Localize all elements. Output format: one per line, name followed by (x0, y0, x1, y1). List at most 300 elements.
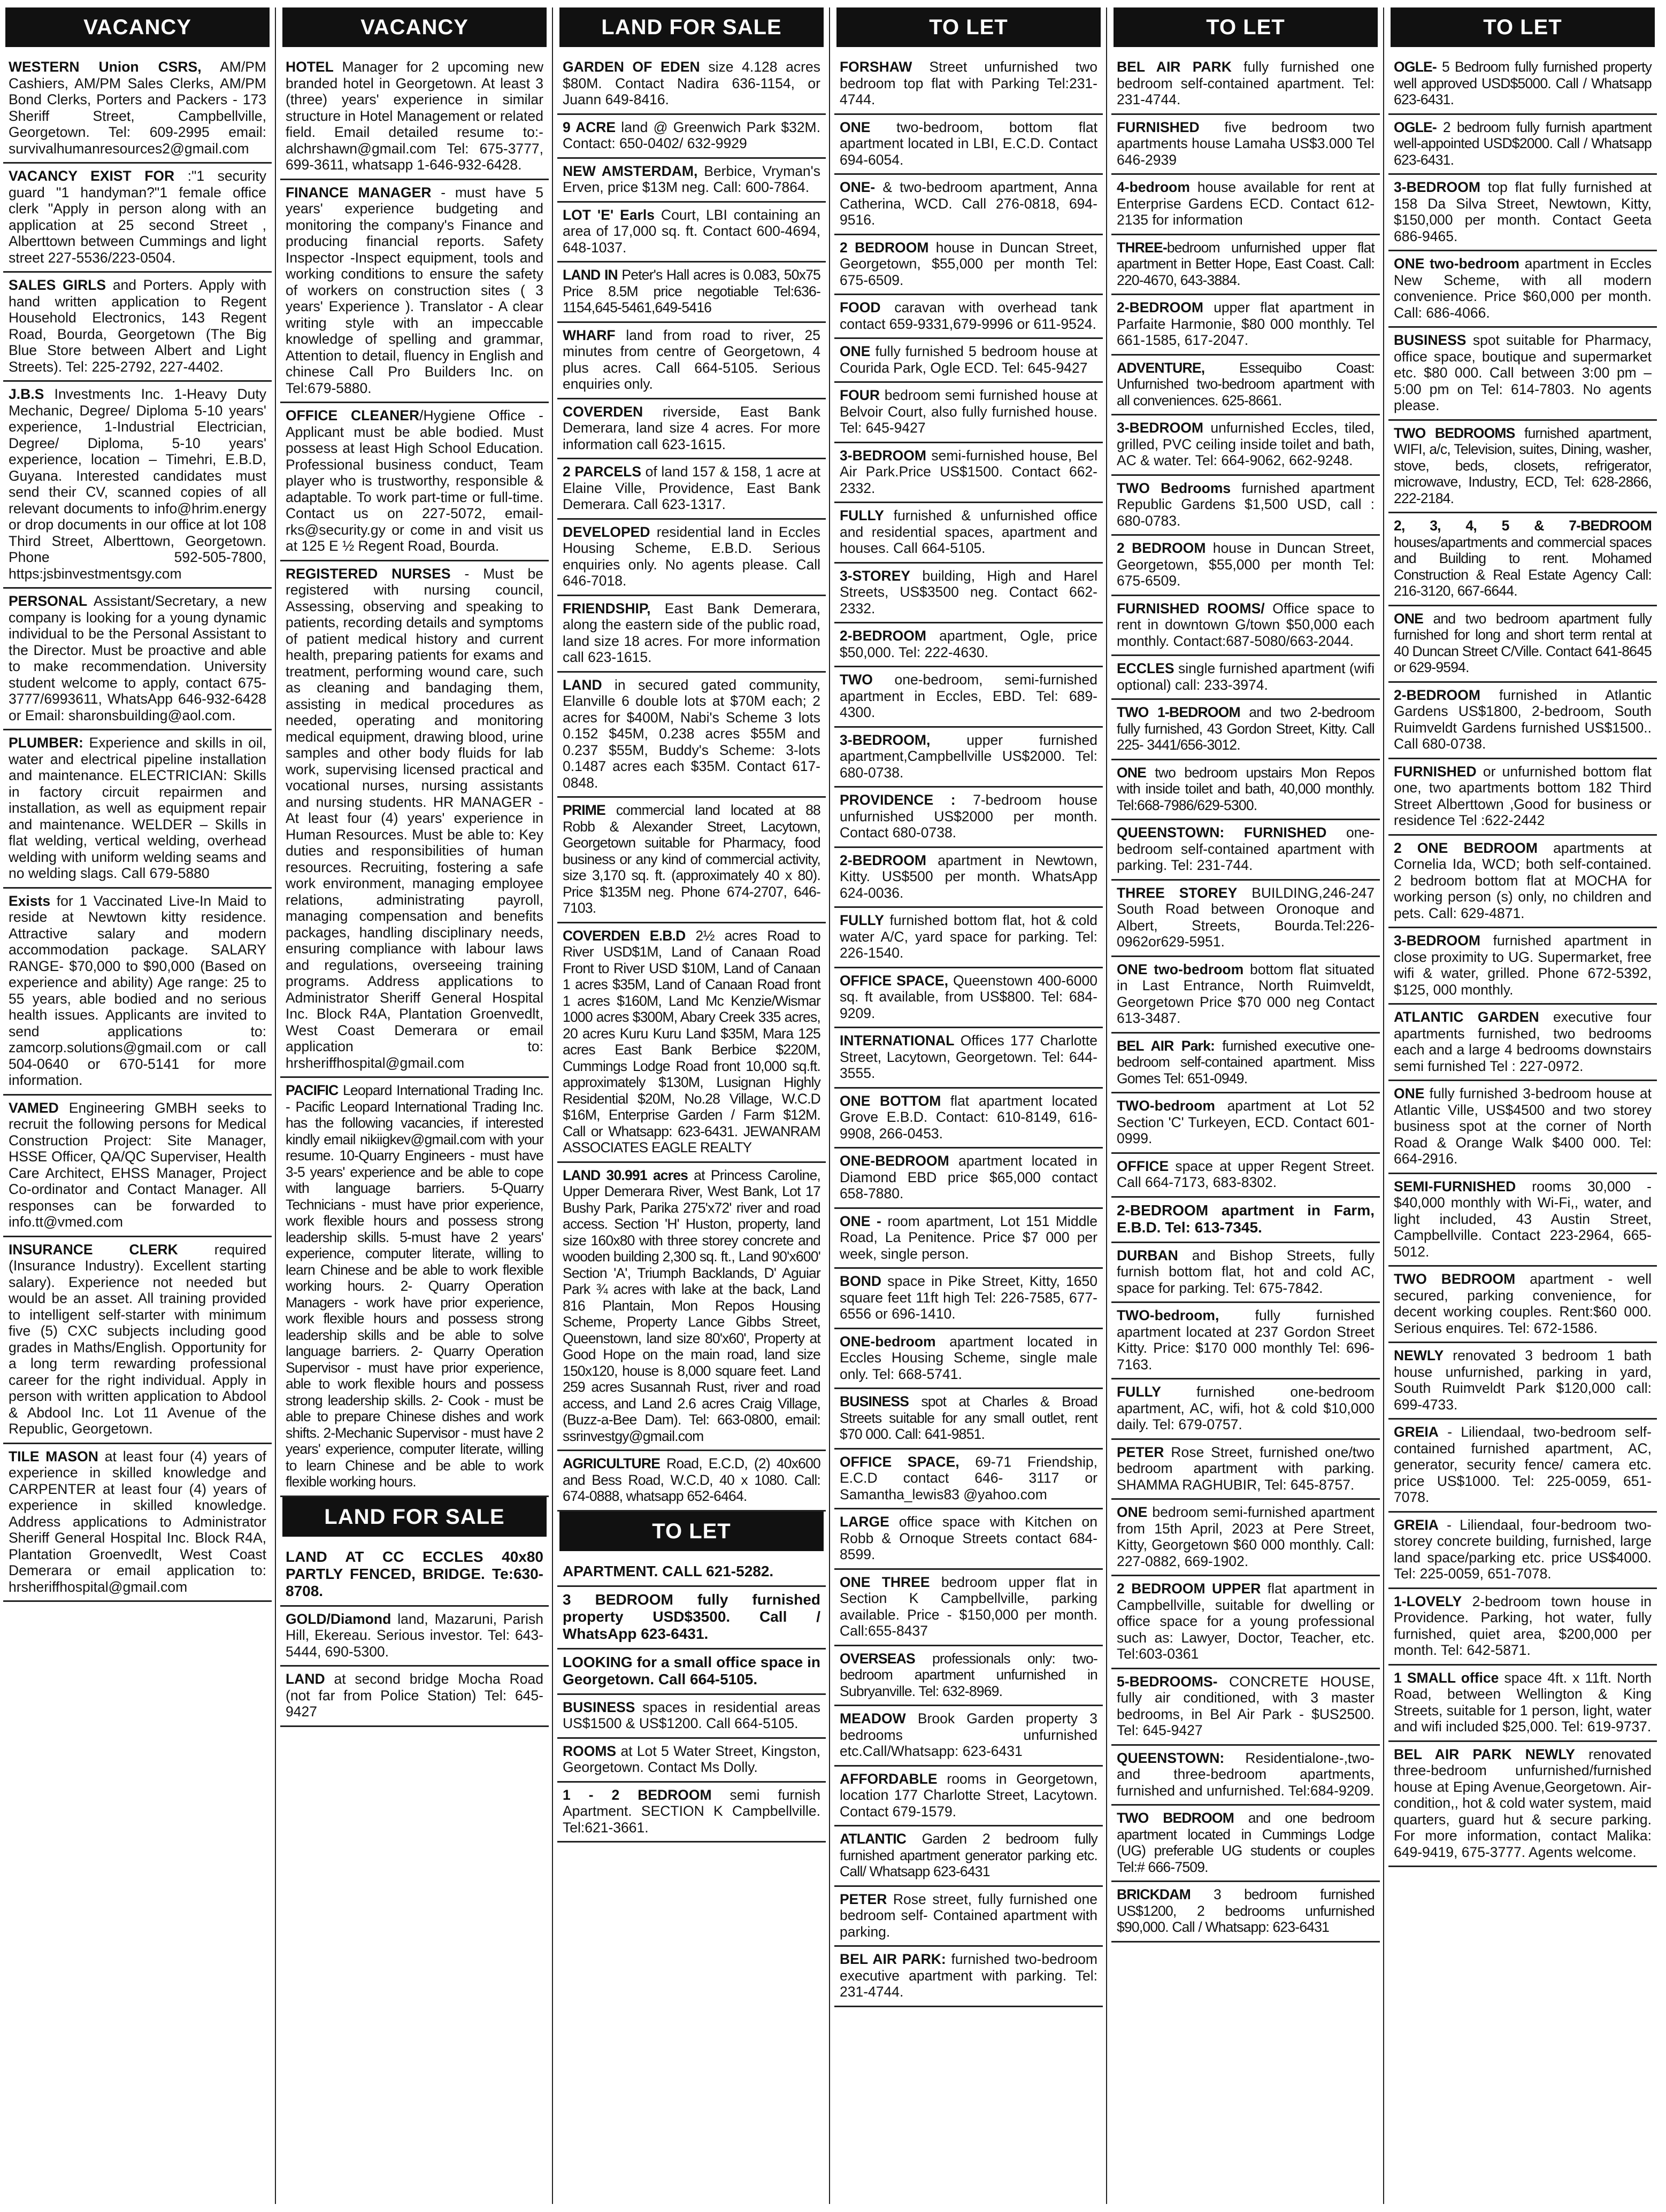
ad-body: fully furnished apartment located at 237 Gordon Street Kitty. Price: $170 000 monthly Tel: 696-7163. (1117, 1307, 1375, 1373)
column-rule (552, 7, 553, 2204)
classified-ad (280, 55, 549, 180)
ad-body: rooms in Georgetown, location 177 Charlotte Street, Lacytown. Contact 679-1579. (840, 1770, 1097, 1820)
ad-lead: 2 BEDROOM (1117, 540, 1206, 556)
column-rule (1383, 7, 1384, 2204)
classified-ad (1111, 1198, 1380, 1243)
classified-ad (1111, 295, 1380, 356)
ad-lead: PETER (1117, 1444, 1164, 1460)
ad-body: space in Pike Street, Kitty, 1650 square feet 11ft high Tel: 226-7585, 677-6556 or 696-1410. (840, 1273, 1097, 1322)
classified-ad (557, 1695, 826, 1739)
classified-ad (834, 339, 1103, 383)
ad-lead: ONE (1117, 1504, 1148, 1520)
ad-body: land @ Greenwich Park $32M. Contact: 650-0402/ 632-9929 (563, 119, 820, 151)
ad-lead: BOND (840, 1273, 882, 1289)
ad-lead: 2, 3, 4, 5 & 7-BEDROOM (1394, 518, 1652, 534)
ad-lead: QUEENSTOWN: FURNISHED (1117, 824, 1327, 841)
classified-ad (1388, 683, 1657, 759)
ad-body: land, Mazaruni, Parish Hill, Ekereau. Serious investor. Tel: 643-5444, 690-5300. (286, 1610, 543, 1660)
classified-ad (834, 1450, 1103, 1510)
ad-body: top flat fully furnished at 158 Da Silva Street, Newtown, Kitty, $150,000 per month. Contact Geeta 686-9465. (1394, 179, 1652, 244)
ad-body: - must have 5 years' experience budgeting and monitoring the company's Finance and producing financial reports. Safety Inspector -Inspect equipment, tools and working conditions to ensure the safety of workers on construction sites ( 3 years' Experience ). Translator - A clear writing style with an impeccable knowledge of spelling and grammar, Attention to detail, fluency in English and chinese Call Pro Builders Inc. on Tel:679-5880. (286, 184, 543, 396)
classified-ad (3, 1444, 272, 1602)
ad-lead: 2 BEDROOM UPPER (1117, 1581, 1261, 1597)
ad-lead: FINANCE MANAGER (286, 184, 432, 201)
ad-body: in secured gated community, Elanville 6 double lots at $70M each; 2 acres for $400M, Nabi's Scheme 3 lots 0.152 $45M, 0.238 acres $55M and 0.237 $55M, Buddy's Scheme: 3-lots 0.1487 acres each $35M. Contact 617-0848. (563, 676, 820, 791)
ad-lead: THREE- (1117, 239, 1167, 256)
ad-lead: 2 PARCELS (563, 464, 642, 480)
classified-ad (834, 443, 1103, 504)
ad-body: furnished apartment, WIFI, a/c, Television, suites, Dining, washer, stove, beds, closets, refrigerator, microwave, Industry, ECD, Tel: 628-2866, 222-2184. (1394, 425, 1652, 506)
classified-ad (1388, 513, 1657, 606)
ad-body: at Princess Caroline, Upper Demerara River, West Bank, Lot 17 Bushy Park, Parika 275'x72' river and road access. Section 'H' Huston, property, land size 160x80 with three storey concrete and wooden building 2,300 sq. ft., Land 90'x600' Section 'A', Triumph Backlands, D' Aguiar Park ¾ acres with lake at the back, Land 816 Plantain, Mon Repos Housing Scheme, Property Lance Gibbs Street, Queenstown, land size 80'x60', Property at Good Hope on the main road, land size 150x120, house is 8,000 square feet. Land 259 acres Susannah Rust, river and road access, and Land 2.6 acres Craig Village, (Buzz-a-Bee Dam). Tel: 663-0800, email: ssrinvestgy@gmail.com (563, 1167, 820, 1444)
ad-lead: FURNISHED ROOMS/ (1117, 600, 1265, 616)
ad-body: Residentialone-,two-and three-bedroom apartments, furnished and unfurnished. Tel:684-9209. (1117, 1749, 1375, 1799)
classified-ad (1388, 1420, 1657, 1513)
ad-lead: 3-BEDROOM (1394, 179, 1480, 195)
column-rule (275, 7, 276, 2204)
ad-lead: TWO (840, 672, 873, 688)
section-header: TO LET (1391, 7, 1655, 47)
ad-body: and two 2-bedroom fully furnished, 43 Gordon Street, Kitty. Call 225- 3441/656-3012. (1117, 704, 1375, 753)
classified-ad (1111, 356, 1380, 416)
ad-body: and one bedroom apartment located in Cummings Lodge (UG) preferable UG students or couples Tel:# 666-7509. (1117, 1810, 1375, 1875)
ad-lead: DEVELOPED (563, 523, 650, 540)
ad-body: office space with Kitchen on Robb & Ornoque Streets contact 684-8599. (840, 1514, 1097, 1562)
column-rule (829, 7, 830, 2204)
classified-ad (557, 159, 826, 203)
classified-ad (1388, 1742, 1657, 1868)
ad-lead: ONE-BEDROOM (840, 1153, 949, 1169)
classified-ad (1388, 55, 1657, 115)
ad-body: single furnished apartment (wifi optional) call: 233-3974. (1117, 660, 1375, 693)
ad-lead: QUEENSTOWN: (1117, 1749, 1225, 1766)
ad-lead: TWO-bedroom (1117, 1098, 1215, 1114)
ad-body: apartment located in Diamond EBD price $65,000 contact 658-7880. (840, 1153, 1097, 1201)
ad-body: one-bedroom self-contained apartment with parking. Tel: 231-744. (1117, 824, 1375, 873)
ad-lead: 4-bedroom (1117, 179, 1190, 195)
ad-lead: PROVIDENCE : (840, 792, 956, 808)
ad-body: fully furnished 3-bedroom house at Atlantic Ville, US$4500 and two storey business spot at the corner of North Road & Orange Walk $400 000. Tel: 664-2916. (1394, 1085, 1652, 1167)
classified-ad (1111, 656, 1380, 700)
classified-ad (557, 596, 826, 673)
ad-body: apartment located in Eccles Housing Scheme, single male only. Tel: 668-5741. (840, 1333, 1097, 1382)
classified-ad (834, 175, 1103, 235)
ad-body: AM/PM Cashiers, AM/PM Sales Clerks, AM/PM Bond Clerks, Porters and Packers - 173 Sheriff Street, Campbellville, Georgetown. Tel: 609-2995 email: survivalhumanresources2@gmail.com (9, 59, 266, 157)
ad-body: in Farm, E.B.D. Tel: 613-7345. (1117, 1201, 1375, 1236)
classified-ad (834, 623, 1103, 667)
classified-ad (834, 115, 1103, 175)
section-header: LAND FOR SALE (559, 7, 824, 47)
classified-ad (1388, 328, 1657, 421)
classified-ad (1388, 1666, 1657, 1742)
ad-lead: PRIME (563, 802, 605, 818)
column-to-let-1 (834, 7, 1103, 2204)
ad-body: land from road to river, 25 minutes from centre of Georgetown, 4 plus acres. Call 664-5105. Serious enquiries only. (563, 327, 820, 392)
classified-ad (557, 1650, 826, 1695)
classified-ad (280, 1667, 549, 1727)
ad-body: 3 bedroom furnished US$1200, 2 bedrooms unfurnished $90,000. Call / Whatsapp: 623-6431 (1117, 1886, 1375, 1935)
classified-ad (1388, 1267, 1657, 1343)
classified-ad (1388, 175, 1657, 251)
ad-lead: ONE two-bedroom (1117, 961, 1244, 977)
classified-ad (3, 1237, 272, 1444)
classified-ad (1388, 1589, 1657, 1666)
ad-body: :"1 security guard "1 handyman?"1 female office clerk "Apply in person along with an application at 25 second Street , Alberttown between Cummings and light street 227-5536/223-0504. (9, 168, 266, 266)
ad-body: bedroom semi-furnished apartment from 15th April, 2023 at Pere Street, Kitty, Georgetown $60 000 monthly. Call: 227-0882, 669-1902. (1117, 1504, 1375, 1569)
ad-lead: J.B.S (9, 386, 44, 402)
classified-ad (280, 180, 549, 404)
ad-lead: FOUR (840, 387, 880, 403)
ad-lead: BEL AIR Park: (1117, 1037, 1215, 1054)
classified-ad (280, 561, 549, 1078)
classified-ad (557, 1163, 826, 1452)
classified-ad (1388, 1513, 1657, 1589)
ad-lead: ONE BOTTOM (840, 1092, 941, 1109)
classified-ad (557, 1587, 826, 1650)
ad-body: at second bridge Mocha Road (not far from Police Station) Tel: 645-9427 (286, 1671, 543, 1720)
ad-body: fully furnished one bedroom self-contained apartment. Tel: 231-4744. (1117, 59, 1375, 107)
ad-body: furnished bottom flat, hot & cold water A/C, yard space for parking. Tel: 226-1540. (840, 912, 1097, 961)
classified-ad (557, 263, 826, 323)
classified-ad (557, 798, 826, 923)
ad-lead: Exists (9, 892, 51, 909)
classified-ad (834, 1509, 1103, 1570)
classified-ad (557, 1559, 826, 1587)
ad-body: 40x80 PARTLY FENCED, BRIDGE. Te:630-8708. (286, 1548, 544, 1599)
classified-ad (834, 235, 1103, 296)
column-vacancy-2 (280, 7, 549, 2204)
classified-ad (834, 1767, 1103, 1827)
ad-body: furnished apartment in close proximity to UG. Supermarket, free wifi & water, grilled. Phone 672-5392, $125, 000 monthly. (1394, 932, 1652, 998)
classified-ad (557, 1451, 826, 1512)
ad-lead: FOOD (840, 299, 881, 315)
classified-ad (1111, 1500, 1380, 1576)
ad-body: or unfurnished bottom flat one, two apartments bottom 182 Third Street Alberttown ,Good for business or residence Tel :622-2442 (1394, 763, 1652, 828)
ad-body: of land 157 & 158, 1 acre at Elaine Ville, Providence, East Bank Demerara. Call 623-1317. (563, 464, 820, 512)
ad-body: Office space to rent in downtown G/town $50,000 each monthly. Contact:687-5080/663-2044. (1117, 600, 1375, 649)
ad-body: Assistant/Secretary, a new company is looking for a young dynamic individual to be the Personal Assistant to the Director. Must be proactive and able to make recommendation. University student welcome to apply, contact 675-3777/6993611, WhatsApp 646-932-6428 or Email: sharonsbuilding@aol.com. (9, 593, 266, 723)
classified-ad (834, 1209, 1103, 1269)
section-header: TO LET (836, 7, 1101, 47)
classified-ad (834, 295, 1103, 339)
ad-body: and Porters. Apply with hand written application to Regent Household Electronics, 143 Regent Road, Bourda, Georgetown (The Big Blue Store between Albert and Light Streets). Tel: 225-2792, 227-4402. (9, 277, 266, 375)
section-header: LAND FOR SALE (282, 1497, 547, 1537)
ad-body: Garden 2 bedroom fully furnished apartment generator parking etc. Call/ Whatsapp 623-6431 (840, 1831, 1097, 1879)
classified-ad (1111, 415, 1380, 476)
ad-body: houses/apartments and commercial spaces and Building to rent. Mohamed Construction & Real Estate Agency Call: 216-3120, 667-6644. (1394, 534, 1652, 599)
ad-lead: GOLD/Diamond (286, 1610, 391, 1627)
ad-lead: FULLY (840, 912, 884, 928)
classified-ad (834, 383, 1103, 443)
ad-lead: FORSHAW (840, 59, 912, 75)
ad-body: apartment in Eccles New Scheme, with all modern convenience. Price $60,000 per month. Call: 686-4066. (1394, 256, 1652, 321)
ad-body: Road, E.C.D, (2) 40x600 and Bess Road, W.C.D, 40 x 1080. Call: 674-0888, whatsapp 652-6464. (563, 1455, 820, 1504)
ad-lead: THREE STOREY (1117, 884, 1238, 901)
classified-ad (1388, 115, 1657, 175)
classified-ad (1111, 760, 1380, 821)
ad-body: at Lot 5 Water Street, Kingston, Georgetown. Contact Ms Dolly. (563, 1743, 820, 1775)
classified-ad (834, 728, 1103, 788)
ad-lead: VACANCY EXIST FOR (9, 168, 175, 184)
classified-ad (3, 55, 272, 164)
ad-body: building, High and Harel Streets, US$3500 neg. Contact 662-2332. (840, 567, 1097, 616)
ad-lead: SALES GIRLS (9, 277, 106, 293)
ad-lead: PLUMBER: (9, 735, 83, 751)
ad-body: 5 Bedroom fully furnished property well approved USD$5000. Call / Whatsapp 623-6431. (1394, 59, 1652, 107)
ad-lead: FULLY (840, 507, 884, 523)
ad-lead: BEL AIR PARK (1117, 59, 1232, 75)
ad-body: bedroom unfurnished upper flat apartment in Better Hope, East Coast. Call: 220-4670, 643-3884. (1117, 239, 1375, 288)
ad-body: furnished executive one-bedroom self-contained apartment. Miss Gomes Tel: 651-0949. (1117, 1037, 1375, 1086)
ad-body: spot suitable for Pharmacy, office space, boutique and supermarket etc. $80 000. Call between 3:00 pm – 5:00 pm on Tel: 614-7803. No agents please. (1394, 332, 1652, 413)
ad-body: one-bedroom, semi-furnished apartment in Eccles, EBD. Tel: 689-4300. (840, 672, 1097, 720)
ad-body: Engineering GMBH seeks to recruit the following persons for Medical Construction Project: Site Manager, HSSE Officer, QA/QC Superviser, Health Care Architect, EHSS Manager, Project Co-ordinator and Contact Manager. All responses can be forwarded to info.tt@vmed.com (9, 1099, 266, 1230)
ad-lead: TWO BEDROOM (1394, 1271, 1516, 1287)
classified-ad (1111, 1440, 1380, 1500)
ad-body: unfurnished Eccles, tiled, grilled, PVC ceiling inside toilet and bath, AC & water. Tel: 664-9062, 662-9248. (1117, 420, 1375, 468)
ad-lead: ONE two-bedroom (1394, 256, 1519, 272)
ad-body: East Bank Demerara, along the eastern side of the public road, land size 18 acres. For more information call 623-1615. (563, 600, 820, 665)
ad-lead: 3-BEDROOM (1117, 420, 1203, 436)
ad-lead: PACIFIC (286, 1082, 339, 1098)
ad-lead: LAND AT CC ECCLES (286, 1548, 483, 1565)
ad-body: Essequibo Coast: Unfurnished two-bedroom apartment with all conveniences. 625-8661. (1117, 359, 1375, 409)
ad-body: 2 bedroom fully furnish apartment well-appointed USD$2000. Call / Whatsapp 623-6431. (1394, 119, 1652, 168)
ad-lead: GARDEN OF EDEN (563, 59, 700, 75)
classified-ad (1111, 1576, 1380, 1669)
ad-lead: ONE (840, 119, 871, 135)
ad-lead: VAMED (9, 1099, 59, 1116)
ad-body: required (Insurance Industry). Excellent starting salary). Experience not needed but would be an asset. All training provided to intelligent self-starter with minimum five (5) CXC subjects including good grades in Maths/English. Opportunity for a long term rewarding professional career for the right individual. Apply in person with written application to Abdool & Abdool Inc. Lot 11 Avenue of the Republic, Georgetown. (9, 1241, 266, 1437)
section-header: VACANCY (282, 7, 547, 47)
ad-lead: SEMI-FURNISHED (1394, 1178, 1516, 1194)
ad-lead: 5-BEDROOMS- (1117, 1673, 1218, 1690)
classified-ad (1111, 1303, 1380, 1379)
ad-body: and two bedroom apartment fully furnished for long and short term rental at 40 Duncan Street C/Ville. Contact 641-8645 or 629-9594. (1394, 610, 1652, 675)
ad-body: commercial land located at 88 Robb & Alexander Street, Lacytown, Georgetown suitable for Pharmacy, food business or any kind of commercial activity, size 3,170 sq. ft. (approximately 40 x 80). Price $135M neg. Phone 674-2707, 646-7103. (563, 802, 820, 916)
classified-ad (280, 1607, 549, 1667)
ad-lead: 3 BEDROOM (563, 1591, 673, 1608)
ad-body: residential land in Eccles Housing Scheme, E.B.D. Serious enquiries only. No agents please. Call 646-7018. (563, 523, 820, 589)
classified-ad (1111, 1882, 1380, 1943)
column-to-let-2 (1111, 7, 1380, 2204)
column-rule (1106, 7, 1107, 2204)
column-to-let-3 (1388, 7, 1657, 2204)
ad-lead: BUSINESS (840, 1393, 909, 1409)
ad-lead: LAND (563, 676, 602, 693)
classified-ad (834, 1269, 1103, 1329)
ad-body: two-bedroom, bottom flat apartment located in LBI, E.C.D. Contact 694-6054. (840, 119, 1097, 168)
classified-ad (1388, 836, 1657, 929)
ad-lead: ECCLES (1117, 660, 1174, 676)
ad-body: apartments at Cornelia Ida, WCD; both self-contained. 2 bedroom bottom flat at MOCHA for working person (s) only, no children and pets. Call: 629-4871. (1394, 839, 1652, 921)
ad-body: and Bishop Streets, fully furnish bottom flat, hot and cold AC, space for parking. Tel: 675-7842. (1117, 1247, 1375, 1296)
classified-ad (3, 382, 272, 589)
ad-lead: BRICKDAM (1117, 1886, 1191, 1902)
ad-lead: NEWLY (1394, 1347, 1444, 1363)
ad-lead: REGISTERED NURSES (286, 565, 451, 582)
classified-ad (280, 1544, 549, 1607)
ad-lead: WHARF (563, 327, 616, 343)
ad-body: CALL 621-5282. (658, 1562, 774, 1579)
ad-lead: FURNISHED (1117, 119, 1200, 135)
ad-body: two bedroom upstairs Mon Repos with inside toilet and bath, 40,000 monthly. Tel:668-7986/629-5300. (1117, 764, 1375, 813)
classified-ad (834, 503, 1103, 564)
classified-ad (557, 673, 826, 798)
classified-ad (1111, 700, 1380, 760)
ad-lead: ONE (1117, 764, 1147, 781)
ad-body: caravan with overhead tank contact 659-9331,679-9996 or 611-9524. (840, 299, 1097, 332)
ad-body: upper flat apartment in Parfaite Harmonie, $80 000 monthly. Tel 661-1585, 617-2047. (1117, 299, 1375, 348)
ad-body: fully furnished property USD$3500. Call / WhatsApp 623-6431. (563, 1591, 820, 1642)
ad-lead: ROOMS (563, 1743, 617, 1759)
ad-body: fully furnished 5 bedroom house at Courida Park, Ogle ECD. Tel: 645-9427 (840, 343, 1097, 376)
classified-ad (834, 1887, 1103, 1947)
ad-lead: GREIA (1394, 1516, 1439, 1533)
ad-lead: LARGE (840, 1514, 889, 1530)
ad-lead: BUSINESS (1394, 332, 1467, 348)
ad-lead: APARTMENT. (563, 1562, 658, 1579)
ad-body: 2-bedroom town house in Providence. Parking, hot water, fully furnished, quiet area, $200,000 per month. Tel: 642-5871. (1394, 1593, 1652, 1658)
ad-body: - Must be registered with nursing council, Assessing, observing and speaking to patients, recording details and symptoms of patient medical history and current health, preparing patients for exams and treatment, performing wound care, such as cleaning and bandaging them, assisting in medical procedures as needed, operating and monitoring medical equipment, drawing blood, urine samples and other body fluids for lab work, supervising licensed practical and vocational nurses, nursing assistants and nursing students. HR MANAGER - At least four (4) years' experience in Human Resources. Must be able to: Key duties and responsibilities of human resources. Recruiting, fostering a safe work environment, managing employee relations, administrating payroll, managing compensation and benefits packages, handling disciplinary needs, ensuring compliance with labour laws and regulations, overseeing training programs. Address applications to Administrator Sheriff General Hospital Inc. Block R4A, Plantation Groenvedlt, West Coast Demerara or email application to: hrsheriffhospital@gmail.com (286, 565, 543, 1071)
ad-lead: TWO 1-BEDROOM (1117, 704, 1240, 720)
ad-lead: LAND (286, 1671, 325, 1687)
ad-lead: 2 BEDROOM (840, 239, 929, 256)
ad-lead: NEW AMSTERDAM, (563, 163, 698, 179)
ad-lead: GREIA (1394, 1424, 1439, 1440)
classified-ad (557, 55, 826, 115)
classified-ad (557, 1783, 826, 1843)
ad-body: CONCRETE HOUSE, fully air conditioned, with 3 master bedrooms, in Bel Air Park - $US2500. Tel: 645-9427 (1117, 1673, 1375, 1738)
classified-ad (1111, 1806, 1380, 1882)
ad-lead: FURNISHED (1394, 763, 1477, 780)
ad-body: 7-bedroom house unfurnished US$2000 per month. Contact 680-0738. (840, 792, 1097, 841)
classified-ad (834, 1089, 1103, 1149)
ad-body: - Liliendaal, four-bedroom two-storey concrete building, furnished, large land space/parking etc. price US$4000. Tel: 225-0059, 651-7078. (1394, 1516, 1652, 1582)
ad-lead: MEADOW (840, 1710, 906, 1727)
classified-ad (834, 908, 1103, 968)
classified-ad (834, 1706, 1103, 1767)
ad-body: Manager for 2 upcoming new branded hotel in Georgetown. At least 3 (three) years' experience in similar structure in Hotel Management or related field. Email detailed resume to:- alchrshawn@gmail.com Tel: 675-3777, 699-3611, whatsapp 1-646-932-6428. (286, 59, 543, 173)
ad-lead: COVERDEN (563, 403, 643, 420)
ad-lead: 1 SMALL office (1394, 1669, 1499, 1686)
ad-body: 69-71 Friendship, E.C.D contact 646- 3117 or Samantha_lewis83 @yahoo.com (840, 1453, 1097, 1502)
classified-ad (834, 1570, 1103, 1646)
ad-lead: 2-BEDROOM (1394, 687, 1480, 703)
classified-ad (1388, 1343, 1657, 1420)
classified-ad (1111, 881, 1380, 957)
ad-body: for 1 Vaccinated Live-In Maid to reside at Newtown kitty residence. Attractive salary and modern accommodation package. SALARY RANGE- $70,000 to $90,000 (Based on experience and ability) Age range: 25 to 55 years, able bodied and no serious health issues. Applicants are invited to send applications to: zamcorp.solutions@gmail.com or call 504-0640 or 670-5141 for more information. (9, 892, 266, 1088)
ad-body: Brook Garden property 3 bedrooms unfurnished etc.Call/Whatsapp: 623-6431 (840, 1710, 1097, 1759)
ad-body: house in Duncan Street, Georgetown, $55,000 per month Tel: 675-6509. (1117, 540, 1375, 589)
classified-ad (1111, 115, 1380, 175)
classified-ad (1388, 1005, 1657, 1081)
ad-lead: OFFICE (1117, 1158, 1169, 1174)
ad-lead: LOOKING (563, 1653, 633, 1670)
ad-body: professionals only: two-bedroom apartment unfurnished in Subryanville. Tel: 632-8969. (840, 1650, 1097, 1699)
column-vacancy-1 (3, 7, 272, 2204)
ad-body: spot at Charles & Broad Streets suitable for any small outlet, rent $70 000. Call: 641-9851. (840, 1393, 1097, 1442)
classified-ad (834, 1149, 1103, 1209)
ad-lead: TWO-bedroom, (1117, 1307, 1219, 1323)
ad-body: Queenstown 400-6000 sq. ft available, from US$800. Tel: 684-9209. (840, 972, 1097, 1021)
classified-ad (1388, 421, 1657, 514)
classified-ad (1111, 175, 1380, 235)
ad-lead: OFFICE SPACE, (840, 1453, 959, 1470)
ad-body: bedroom upper flat in Section K Campbellville, parking available. Price - $150,000 per month. Call:655-8437 (840, 1574, 1097, 1639)
classified-ad (1111, 1034, 1380, 1094)
ad-body: furnished apartment Republic Gardens $1,500 USD, call : 680-0783. (1117, 480, 1375, 529)
classified-ad (834, 788, 1103, 848)
ad-body: semi furnish Apartment. SECTION K Campbellville. Tel:621-3661. (563, 1786, 820, 1836)
classified-ad (1388, 1174, 1657, 1267)
classified-ad (1111, 957, 1380, 1034)
ad-lead: ONE (1394, 1085, 1425, 1101)
ad-lead: 3-BEDROOM, (840, 731, 931, 748)
ad-body: Experience and skills in oil, water and electrical pipeline installation and maintenance. ELECTRICIAN: Skills in factory circuit repairmen and installation, as well as equipment repair and maintenance. WELDER – Skills in flat welding, vertical welding, overhead welding with uniform welding seams and no welding slags. Call 679-5880 (9, 735, 266, 881)
ad-body: bottom flat situated in Last Entrance, North Ruimveldt, Georgetown Price $70 000 neg Contact 613-3487. (1117, 961, 1375, 1026)
ad-lead: COVERDEN E.B.D (563, 927, 686, 944)
ad-lead: 2-BEDROOM apartment (1117, 1201, 1294, 1219)
ad-lead: OGLE- (1394, 59, 1437, 75)
classified-ad (1111, 1746, 1380, 1806)
classified-ad (1111, 476, 1380, 536)
ad-body: - Liliendaal, two-bedroom self-contained furnished apartment, AC, generator, security fence/ camera etc. price US$1000. Tel: 225-0059, 651-7078. (1394, 1424, 1652, 1505)
ad-body: upper furnished apartment,Campbellville US$2000. Tel: 680-0738. (840, 731, 1097, 781)
classified-ad (557, 399, 826, 460)
ad-lead: 9 ACRE (563, 119, 616, 135)
ad-body: apartment - well secured, parking convenience, for decent working couples. Rent:$60 000. Serious enquires. Tel: 672-1586. (1394, 1271, 1652, 1336)
ad-lead: LAND 30.991 acres (563, 1167, 688, 1183)
classified-ad (3, 889, 272, 1096)
ad-body: renovated 3 bedroom 1 bath house unfurnished, parking in yard, South Ruimveldt Park $120,000 call: 699-4733. (1394, 1347, 1652, 1413)
ad-lead: 2-BEDROOM (840, 628, 926, 644)
ad-lead: BEL AIR PARK: (840, 1951, 946, 1967)
classified-ad (557, 1739, 826, 1783)
ad-body: size 4.128 acres $80M. Contact Nadira 636-1154, or Juann 649-8416. (563, 59, 820, 107)
ad-lead: 3-STOREY (840, 567, 911, 584)
ad-body: space 4ft. x 11ft. North Road, between Wellington & King Streets, suitable for 1 person, light, water and wifi included $25,000. Tel: 619-9737. (1394, 1669, 1652, 1735)
ad-lead: ONE- (840, 179, 876, 195)
classified-ad (1111, 235, 1380, 296)
classified-ad (3, 730, 272, 889)
ad-lead: TWO BEDROOM (1117, 1810, 1234, 1826)
ad-body: flat apartment in Campbellville, suitable for dwelling or office space for a young professional such as: Lawyer, Doctor, Teacher, etc. Tel:603-0361 (1117, 1581, 1375, 1662)
ad-body: house in Duncan Street, Georgetown, $55,000 per month Tel: 675-6509. (840, 239, 1097, 288)
ad-body: Leopard International Trading Inc. - Pacific Leopard International Trading Inc. has the following vacancies, if interested kindly email nikiigkev@gmail.com with your resume. 10-Quarry Engineers - must have 3-5 years' experience and be able to cope with language barriers. 5-Quarry Technicians - must have prior experience, work flexible hours and possess strong leadership skills. 5-must have 2 years' experience, computer literate, willing to learn Chinese and be able to work flexible working hours. 2- Quarry Operation Managers - work have prior experience, work flexible hours and possess strong leadership skills and be able to solve language barriers. 2- Quarry Operation Supervisor - must have prior experience, able to work flexible hours and possess strong leadership skills. 2- Cook - must be able to prepare Chinese dishes and work shifts. 2-Mechanic Supervisor - must have 2 years' experience, computer literate, willing to learn Chinese and be able to work flexible working hours. (286, 1082, 543, 1490)
ad-lead: LOT 'E' Earls (563, 206, 655, 223)
classified-ad (1111, 1243, 1380, 1304)
ad-body: flat apartment located Grove E.B.D. Contact: 610-8149, 616-9908, 266-0453. (840, 1092, 1097, 1142)
ad-body: apartment at Lot 52 Section 'C' Turkeyen, ECD. Contact 601-0999. (1117, 1098, 1375, 1146)
ad-lead: 2-BEDROOM (840, 852, 926, 868)
classified-ad (280, 1078, 549, 1497)
ad-lead: INSURANCE CLERK (9, 1241, 178, 1258)
ad-lead: BUSINESS (563, 1699, 635, 1715)
classified-ad (834, 1826, 1103, 1887)
ad-lead: 2 ONE BEDROOM (1394, 839, 1538, 856)
classified-ad (834, 1389, 1103, 1450)
ad-body: bedroom semi furnished house at Belvoir Court, also fully furnished house. Tel: 645-9427 (840, 387, 1097, 436)
classified-ad (1388, 606, 1657, 683)
classified-ad (1111, 536, 1380, 596)
classified-ad (3, 164, 272, 273)
ad-body: house available for rent at Enterprise Gardens ECD. Contact 612-2135 for information (1117, 179, 1375, 228)
ad-lead: WESTERN Union CSRS, (9, 59, 202, 75)
classified-ad (834, 1947, 1103, 2007)
ad-body: & two-bedroom apartment, Anna Catherina, WCD. Call 276-0818, 694-9516. (840, 179, 1097, 228)
ad-body: for a small office space in Georgetown. Call 664-5105. (563, 1653, 820, 1687)
